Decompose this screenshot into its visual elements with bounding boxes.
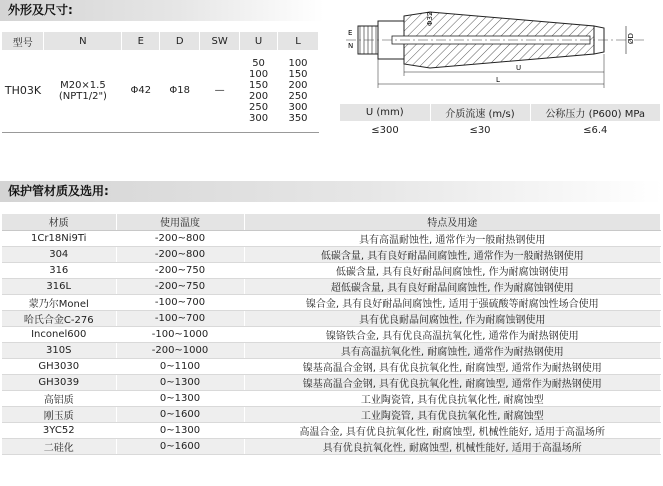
material-cell: 1Cr18Ni9Ti xyxy=(2,230,116,246)
param-table-header xyxy=(340,104,661,121)
header-flow-rate: 介质流速 (m/s) xyxy=(430,104,530,121)
u-value: 300 xyxy=(249,112,269,124)
header-l: L xyxy=(278,32,319,50)
e-cell: Φ42 xyxy=(130,85,152,97)
temperature-cell: 0~1300 xyxy=(116,374,244,390)
d-cell: Φ18 xyxy=(169,85,191,97)
dimension-table xyxy=(2,32,319,133)
thermowell-drawing xyxy=(346,4,660,96)
header-temperature: 使用温度 xyxy=(116,214,244,230)
u-value: 50 xyxy=(252,57,265,69)
temperature-cell: -100~700 xyxy=(116,310,244,326)
material-cell: Inconel600 xyxy=(2,326,116,342)
table-row xyxy=(2,358,661,374)
material-cell: 二硅化 xyxy=(2,438,116,454)
material-cell: 高铝质 xyxy=(2,390,116,406)
u-dim-label: U xyxy=(516,64,522,72)
header-model: 型号 xyxy=(2,32,44,50)
table-row xyxy=(2,406,661,422)
material-cell: 310S xyxy=(2,342,116,358)
header-features: 特点及用途 xyxy=(244,214,661,230)
temperature-cell: -200~750 xyxy=(116,262,244,278)
table-row xyxy=(2,390,661,406)
features-cell: 低碳含量, 具有良好耐晶间腐蚀性, 作为耐腐蚀钢使用 xyxy=(244,262,661,278)
d-dim-label: ØD xyxy=(627,33,635,44)
l-cell xyxy=(278,50,319,132)
material-cell: 316L xyxy=(2,278,116,294)
header-n: N xyxy=(44,32,122,50)
table-row xyxy=(2,438,661,454)
header-material: 材质 xyxy=(2,214,116,230)
l-value: 300 xyxy=(288,101,308,113)
material-cell: 3YC52 xyxy=(2,422,116,438)
material-cell: 哈氏合金C-276 xyxy=(2,310,116,326)
u-cell xyxy=(240,50,278,132)
features-cell: 镍基高温合金钢, 具有优良抗氧化性, 耐腐蚀型, 通常作为耐热钢使用 xyxy=(244,374,661,390)
table-row xyxy=(2,262,661,278)
model-cell: TH03K xyxy=(4,84,42,98)
material-cell: GH3030 xyxy=(2,358,116,374)
material-cell: 蒙乃尔Monel xyxy=(2,294,116,310)
phi32-dim-label: Φ32 xyxy=(426,11,434,26)
l-value: 250 xyxy=(288,90,308,102)
e-dim-label: E xyxy=(348,29,353,37)
table-row xyxy=(2,230,661,246)
temperature-cell: 0~1100 xyxy=(116,358,244,374)
u-value: 150 xyxy=(249,79,269,91)
material-table-header xyxy=(2,214,661,230)
features-cell: 工业陶瓷管, 具有优良抗氧化性, 耐腐蚀型 xyxy=(244,406,661,422)
table-row xyxy=(2,278,661,294)
features-cell: 高温合金, 具有优良抗氧化性, 耐腐蚀型, 机械性能好, 适用于高温场所 xyxy=(244,422,661,438)
table-row xyxy=(2,50,319,132)
material-cell: GH3039 xyxy=(2,374,116,390)
header-pressure: 公称压力 (P600) MPa xyxy=(530,104,661,121)
thread-cell xyxy=(44,50,122,132)
temperature-cell: 0~1300 xyxy=(116,422,244,438)
table-row xyxy=(2,422,661,438)
section-title-dimensions: 外形及尺寸: xyxy=(0,0,324,21)
header-sw: SW xyxy=(200,32,240,50)
temperature-cell: -200~800 xyxy=(116,230,244,246)
table-row xyxy=(2,342,661,358)
n-dim-label: N xyxy=(348,42,354,50)
temperature-cell: -200~1000 xyxy=(116,342,244,358)
features-cell: 具有优良抗氧化性, 耐腐蚀型, 机械性能好, 适用于高温场所 xyxy=(244,438,661,454)
features-cell: 具有优良耐晶间腐蚀性, 作为耐腐蚀钢使用 xyxy=(244,310,661,326)
features-cell: 镍基高温合金钢, 具有优良抗氧化性, 耐腐蚀型, 通常作为耐热钢使用 xyxy=(244,358,661,374)
sw-cell: — xyxy=(214,85,225,97)
section-title-materials: 保护管材质及选用: xyxy=(0,181,663,202)
table-row xyxy=(2,374,661,390)
temperature-cell: -100~1000 xyxy=(116,326,244,342)
flow-limit-cell: ≤30 xyxy=(469,124,491,136)
l-value: 100 xyxy=(288,57,308,69)
table-row xyxy=(2,326,661,342)
features-cell: 低碳含量, 具有良好耐晶间腐蚀性, 通常作为一般耐热钢使用 xyxy=(244,246,661,262)
features-cell: 具有高温抗氧化性, 耐腐蚀性, 通常作为耐热钢使用 xyxy=(244,342,661,358)
table-row xyxy=(2,310,661,326)
header-u: U xyxy=(240,32,278,50)
features-cell: 具有高温耐蚀性, 通常作为一般耐热钢使用 xyxy=(244,230,661,246)
temperature-cell: 0~1300 xyxy=(116,390,244,406)
u-value: 200 xyxy=(249,90,269,102)
temperature-cell: -200~800 xyxy=(116,246,244,262)
material-table-body xyxy=(2,230,661,454)
l-value: 150 xyxy=(288,68,308,80)
header-u-mm: U (mm) xyxy=(340,104,430,121)
table-row xyxy=(2,294,661,310)
table-row xyxy=(340,121,661,139)
material-cell: 304 xyxy=(2,246,116,262)
u-limit-cell: ≤300 xyxy=(371,124,399,136)
thread-npt: (NPT1/2") xyxy=(58,90,107,102)
pressure-limit-cell: ≤6.4 xyxy=(583,124,608,136)
material-table xyxy=(2,214,661,455)
l-dim-label: L xyxy=(496,76,500,84)
dimension-table-header xyxy=(2,32,319,50)
process-parameter-table xyxy=(340,104,661,139)
l-value: 200 xyxy=(288,79,308,91)
features-cell: 工业陶瓷管, 具有优良抗氧化性, 耐腐蚀型 xyxy=(244,390,661,406)
u-value: 250 xyxy=(249,101,269,113)
temperature-cell: 0~1600 xyxy=(116,438,244,454)
u-value: 100 xyxy=(249,68,269,80)
thread-size: M20×1.5 xyxy=(60,79,106,91)
features-cell: 镍合金, 具有良好耐晶间腐蚀性, 适用于强硫酸等耐腐蚀性场合使用 xyxy=(244,294,661,310)
features-cell: 超低碳含量, 具有良好耐晶间腐蚀性, 作为耐腐蚀钢使用 xyxy=(244,278,661,294)
features-cell: 镍铬铁合金, 具有优良高温抗氧化性, 通常作为耐热钢使用 xyxy=(244,326,661,342)
material-cell: 刚玉质 xyxy=(2,406,116,422)
table-row xyxy=(2,246,661,262)
material-cell: 316 xyxy=(2,262,116,278)
header-e: E xyxy=(122,32,160,50)
temperature-cell: 0~1600 xyxy=(116,406,244,422)
header-d: D xyxy=(160,32,200,50)
temperature-cell: -100~700 xyxy=(116,294,244,310)
temperature-cell: -200~750 xyxy=(116,278,244,294)
l-value: 350 xyxy=(288,112,308,124)
